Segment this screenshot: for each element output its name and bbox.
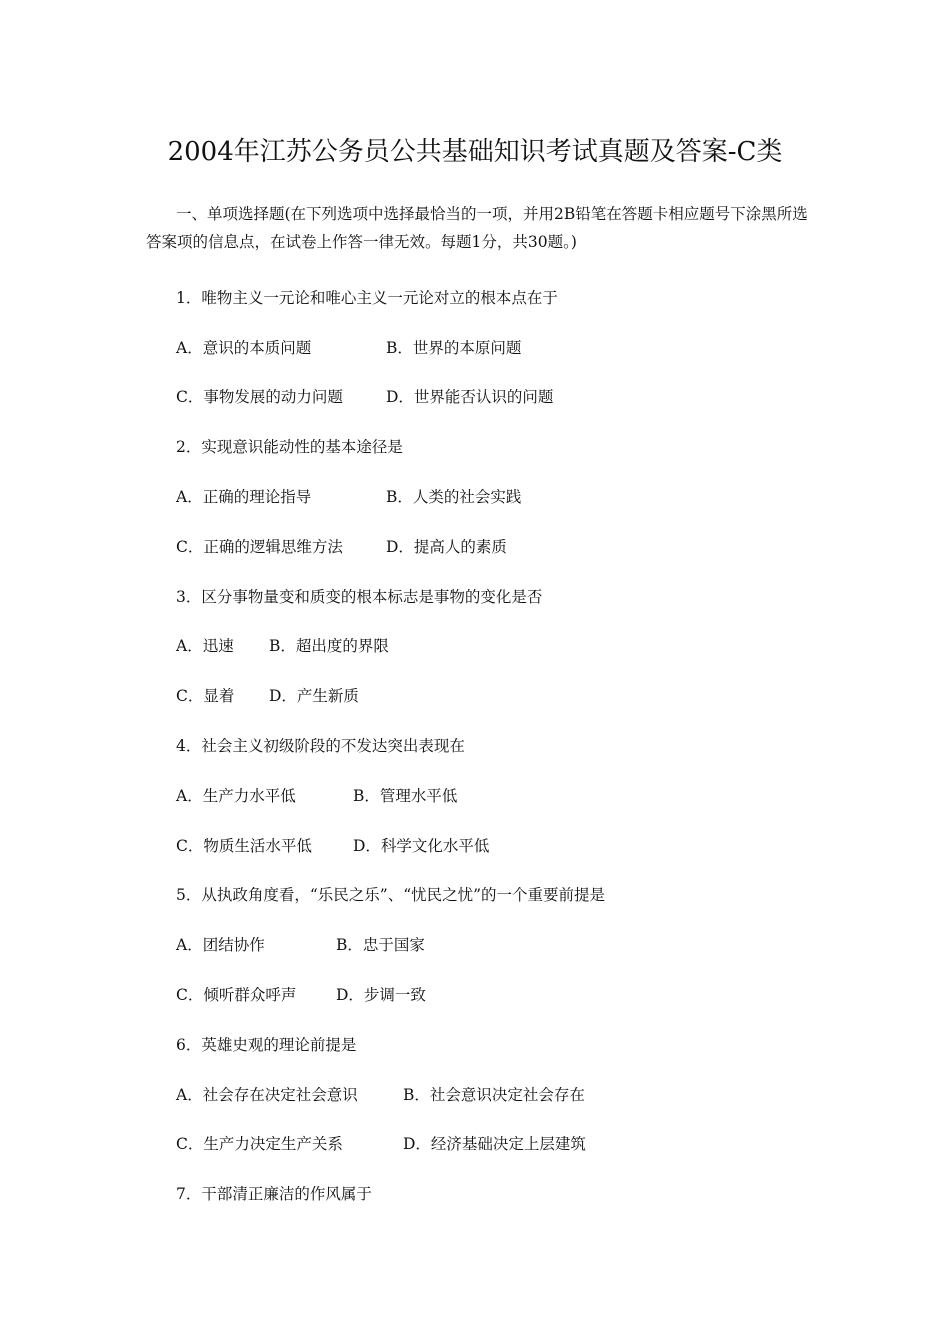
document-title: 2004年江苏公务员公共基础知识考试真题及答案-C类 [167, 137, 783, 167]
question-stem [176, 1168, 816, 1218]
question-stem [176, 1019, 816, 1069]
question-1-stem: 1．唯物主义一元论和唯心主义一元论对立的根本点在于 [176, 288, 558, 307]
question-3-option-a: A．迅速 [176, 637, 234, 656]
question-1-option-b: B．世界的本原问题 [386, 338, 522, 357]
question-3-option-c: C．显着 [176, 687, 235, 706]
question-4-option-d: D．科学文化水平低 [353, 836, 490, 855]
question-4-option-b: B．管理水平低 [353, 786, 458, 805]
question-5-option-d: D．步调一致 [336, 986, 426, 1005]
question-list [176, 272, 816, 1218]
question-6-option-a: A．社会存在决定社会意识 [176, 1085, 358, 1104]
question-3-stem: 3．区分事物量变和质变的根本标志是事物的变化是否 [176, 587, 543, 606]
question-stem [176, 421, 816, 471]
option-row [176, 322, 816, 372]
question-2-option-a: A．正确的理论指导 [176, 488, 312, 507]
question-4-option-a: A．生产力水平低 [176, 786, 296, 805]
option-row [176, 372, 816, 422]
question-stem [176, 720, 816, 770]
question-5-option-a: A．团结协作 [176, 936, 265, 955]
question-5-option-c: C．倾听群众呼声 [176, 986, 297, 1005]
question-stem [176, 870, 816, 920]
question-1-option-d: D．世界能否认识的问题 [386, 388, 554, 407]
question-6-option-b: B．社会意识决定社会存在 [403, 1085, 585, 1104]
option-row [176, 820, 816, 870]
question-1-option-a: A．意识的本质问题 [176, 338, 312, 357]
question-6-option-c: C．生产力决定生产关系 [176, 1135, 343, 1154]
question-stem [176, 571, 816, 621]
question-5-option-b: B．忠于国家 [336, 936, 425, 955]
question-2-option-d: D．提高人的素质 [386, 537, 507, 556]
option-row [176, 770, 816, 820]
option-row [176, 521, 816, 571]
question-3-option-b: B．超出度的界限 [269, 637, 389, 656]
question-5-stem: 5．从执政角度看，“乐民之乐”、“忧民之忧”的一个重要前提是 [176, 886, 606, 905]
question-3-option-d: D．产生新质 [269, 687, 359, 706]
question-6-stem: 6．英雄史观的理论前提是 [176, 1035, 357, 1054]
option-row [176, 1069, 816, 1119]
option-row [176, 670, 816, 720]
question-2-option-b: B．人类的社会实践 [386, 488, 522, 507]
option-row [176, 471, 816, 521]
question-7-stem: 7．干部清正廉洁的作风属于 [176, 1185, 372, 1204]
option-row [176, 1119, 816, 1169]
option-row [176, 969, 816, 1019]
question-4-option-c: C．物质生活水平低 [176, 836, 312, 855]
question-stem [176, 272, 816, 322]
question-2-stem: 2．实现意识能动性的基本途径是 [176, 438, 403, 457]
question-6-option-d: D．经济基础决定上层建筑 [403, 1135, 586, 1154]
section-instructions: 一、单项选择题(在下列选项中选择最恰当的一项，并用2B铅笔在答题卡相应题号下涂黑所选答案项的信息点，在试卷上作答一律无效。每题1分，共30题。) [146, 205, 808, 251]
question-1-option-c: C．事物发展的动力问题 [176, 388, 343, 407]
option-row [176, 621, 816, 671]
question-4-stem: 4．社会主义初级阶段的不发达突出表现在 [176, 737, 465, 756]
question-2-option-c: C．正确的逻辑思维方法 [176, 537, 343, 556]
option-row [176, 919, 816, 969]
